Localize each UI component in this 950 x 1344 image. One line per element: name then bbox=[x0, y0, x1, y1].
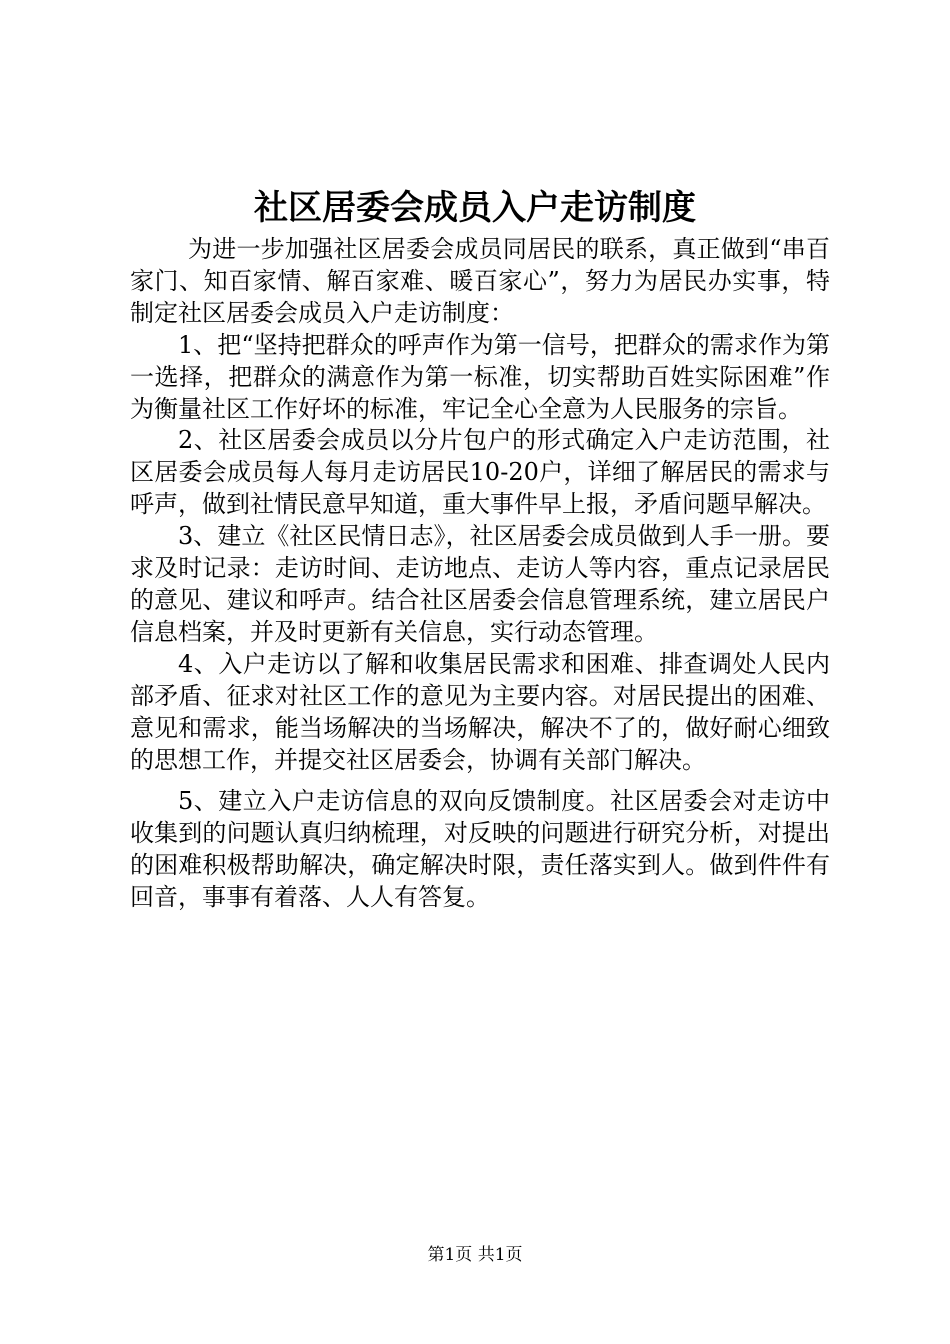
paragraph-item-5: 5、建立入户走访信息的双向反馈制度。社区居委会对走访中收集到的问题认真归纳梳理，对反映的问题进行研究分析，对提出的困难积极帮助解决，确定解决时限，责任落实到人。做到件件有回音，事事有着落、人人有答复。 bbox=[130, 787, 830, 912]
paragraph-item-1: 1、把“坚持把群众的呼声作为第一信号，把群众的需求作为第一选择，把群众的满意作为第一标准，切实帮助百姓实际困难”作为衡量社区工作好坏的标准，牢记全心全意为人民服务的宗旨。 bbox=[130, 330, 830, 423]
paragraph-item-2: 2、社区居委会成员以分片包户的形式确定入户走访范围，社区居委会成员每人每月走访居民10-20户，详细了解居民的需求与呼声，做到社情民意早知道，重大事件早上报，矛盾问题早解决。 bbox=[130, 426, 830, 519]
page-number: 第1页 共1页 bbox=[427, 1245, 523, 1265]
paragraph-intro: 为进一步加强社区居委会成员同居民的联系，真正做到“串百家门、知百家情、解百家难、暖百家心”，努力为居民办实事，特制定社区居委会成员入户走访制度： bbox=[130, 235, 830, 327]
paragraph-item-4: 4、入户走访以了解和收集居民需求和困难、排查调处人民内部矛盾、征求对社区工作的意见为主要内容。对居民提出的困难、意见和需求，能当场解决的当场解决，解决不了的，做好耐心细致的思想工作，并提交社区居委会，协调有关部门解决。 bbox=[130, 649, 830, 774]
document-body bbox=[130, 234, 830, 914]
paragraph-item-3: 3、建立《社区民情日志》，社区居委会成员做到人手一册。要求及时记录：走访时间、走访地点、走访人等内容，重点记录居民的意见、建议和呼声。结合社区居委会信息管理系统，建立居民户信息档案，并及时更新有关信息，实行动态管理。 bbox=[130, 522, 830, 646]
document-title: 社区居委会成员入户走访制度 bbox=[254, 188, 696, 228]
